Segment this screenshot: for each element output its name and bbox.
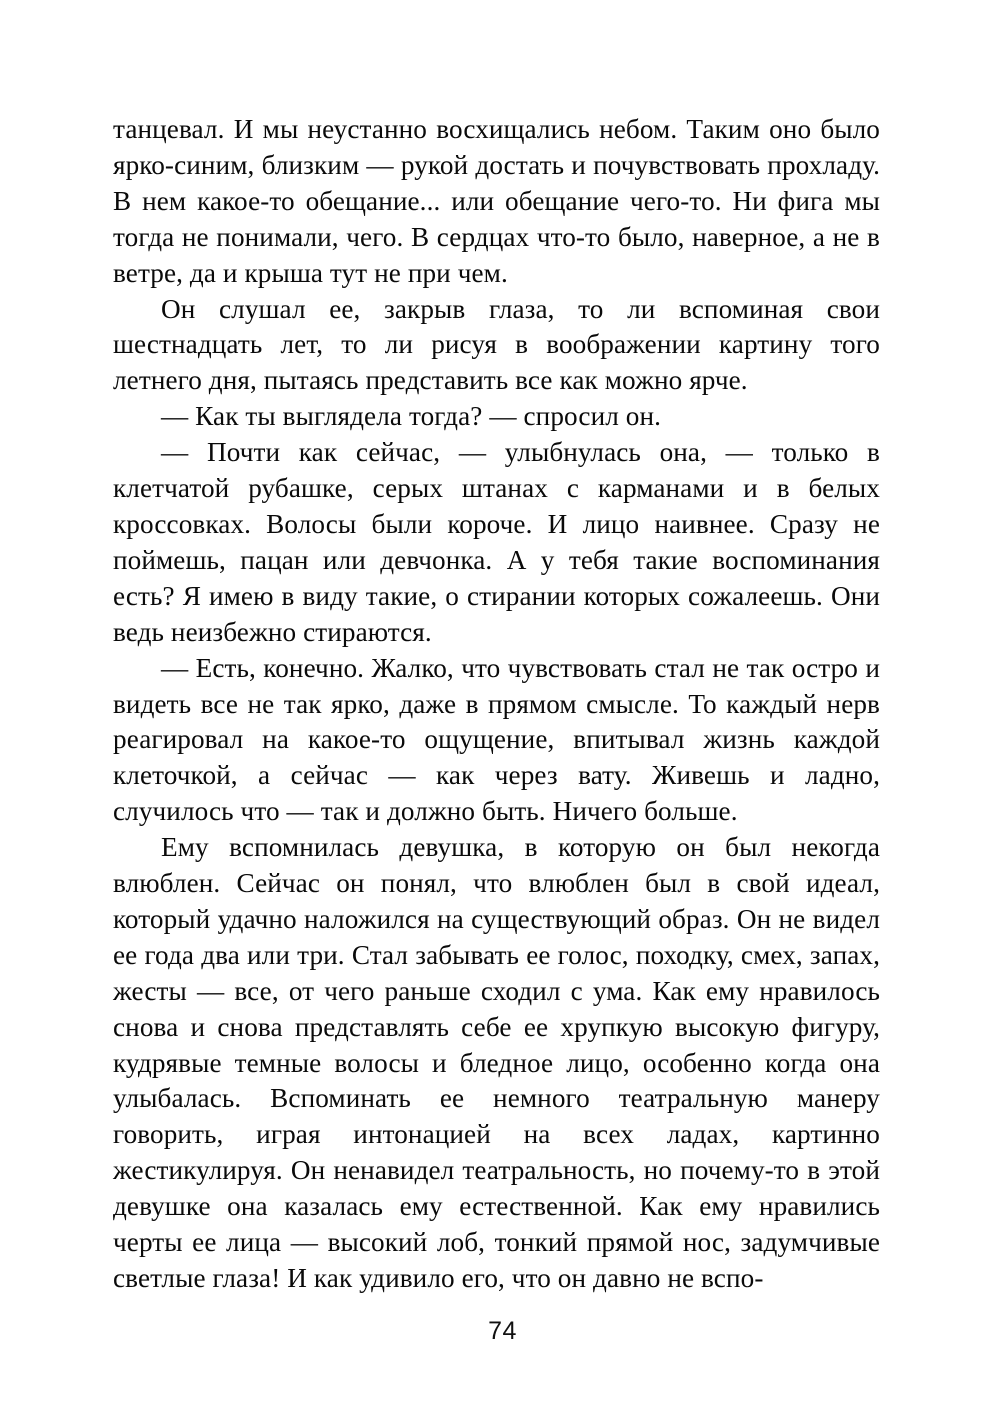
paragraph: — Почти как сейчас, — улыбнулась она, — только в клетчатой рубашке, серых штанах с карманами и в белых кроссовках. Волосы были короче. И лицо наивнее. Сразу не поймешь, пацан или девчонка. А у тебя такие воспоминания есть? Я имею в виду такие, о стирании которых сожалеешь. Они ведь неизбежно стираются. xyxy=(113,437,880,647)
paragraph: танцевал. И мы неустанно восхищались небом. Таким оно было ярко-синим, близким — рукой достать и почувствовать прохладу. В нем какое-то обещание... или обещание чего-то. Ни фига мы тогда не понимали, чего. В сердцах что-то было, наверное, а не в ветре, да и крыша тут не при чем. xyxy=(113,114,880,288)
paragraph: — Есть, конечно. Жалко, что чувствовать стал не так остро и видеть все не так ярко, даже в прямом смысле. То каждый нерв реагировал на какое-то ощущение, впитывал жизнь каждой клеточкой, а сейчас — как через вату. Живешь и ладно, случилось что — так и должно быть. Ничего больше. xyxy=(113,652,880,827)
page-number: 74 xyxy=(488,1317,517,1345)
paragraph: Он слушал ее, закрыв глаза, то ли вспоминая свои шестнадцать лет, то ли рисуя в воображении картину того летнего дня, пытаясь представить все как можно ярче. xyxy=(113,293,880,396)
paragraph: — Как ты выглядела тогда? — спросил он. xyxy=(161,401,662,432)
paragraph: Ему вспомнилась девушка, в которую он был некогда влюблен. Сейчас он понял, что влюблен был в свой идеал, который удачно наложился на существующий образ. Он не видел ее года два или три. Стал забывать ее голос, походку, смех, запах, жесты — все, от чего раньше сходил с ума. Как ему нравилось снова и снова представлять себе ее хрупкую высокую фигуру, кудрявые темные волосы и бледное лицо, особенно когда она улыбалась. Вспоминать ее немного театральную манеру говорить, играя интонацией на всех ладах, картинно жестикулируя. Он ненавидел театральность, но почему-то в этой девушке она казалась ему естественной. Как ему нравились черты ее лица — высокий лоб, тонкий прямой нос, задумчивые светлые глаза! И как удивило его, что он давно не вспо- xyxy=(113,832,880,1293)
page-text-block xyxy=(113,112,880,1297)
